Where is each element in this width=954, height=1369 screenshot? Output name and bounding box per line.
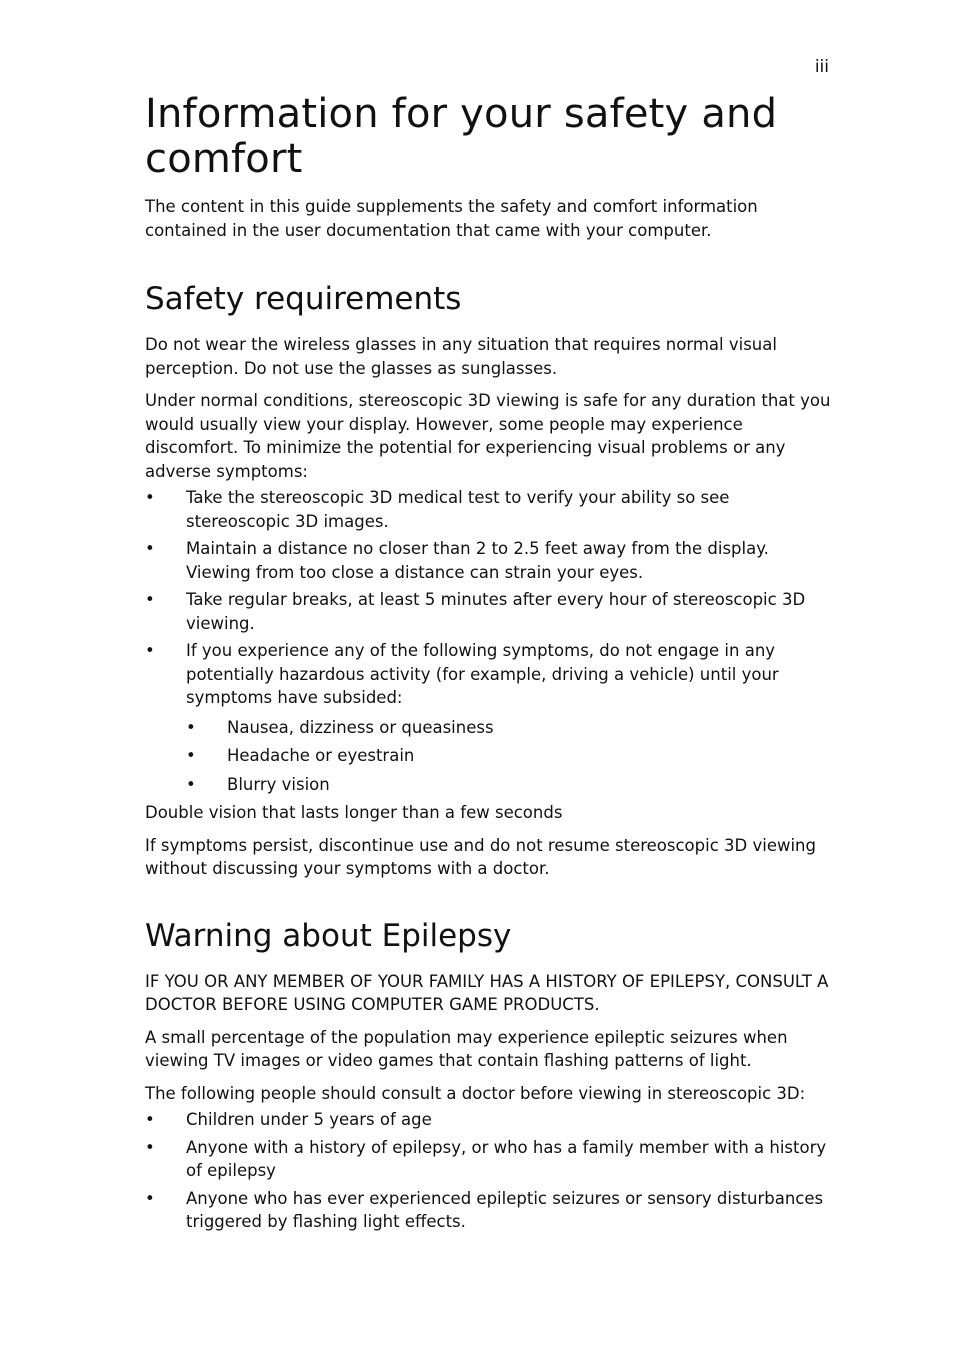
safety-paragraph-2: Under normal conditions, stereoscopic 3D viewing is safe for any duration that you would usually view your display. However, some people may experience discomfort. To minimize the potential for experiencing visual problems or any adverse symptoms: <box>145 391 831 481</box>
safety-paragraph-3: Double vision that lasts longer than a few seconds <box>145 803 563 822</box>
list-item-text: Children under 5 years of age <box>186 1110 432 1129</box>
epilepsy-bullet-list <box>145 1108 835 1234</box>
list-item <box>145 1136 835 1183</box>
intro-paragraph: The content in this guide supplements the safety and comfort information contained in the user documentation that came with your computer. <box>145 197 758 240</box>
safety-heading: Safety requirements <box>145 281 462 317</box>
list-item <box>145 639 835 796</box>
list-item <box>145 537 835 584</box>
safety-paragraph-4: If symptoms persist, discontinue use and do not resume stereoscopic 3D viewing without discussing your symptoms with a doctor. <box>145 835 816 878</box>
list-item-text: Take the stereoscopic 3D medical test to verify your ability so see stereoscopic 3D images. <box>186 488 730 531</box>
safety-bullet-list <box>145 486 835 796</box>
safety-paragraph-1: Do not wear the wireless glasses in any situation that requires normal visual perception. Do not use the glasses as sunglasses. <box>145 335 777 378</box>
bullet-icon: • <box>145 641 155 660</box>
list-item <box>145 588 835 635</box>
list-item-text: Maintain a distance no closer than 2 to 2.5 feet away from the display. Viewing from too close a distance can strain your eyes. <box>186 539 769 582</box>
bullet-icon: • <box>186 774 196 794</box>
document-body <box>145 92 835 1238</box>
bullet-icon: • <box>145 1188 155 1208</box>
bullet-icon: • <box>145 539 155 558</box>
bullet-icon: • <box>145 1110 155 1129</box>
sub-list-item-text: Headache or eyestrain <box>227 746 415 765</box>
bullet-icon: • <box>145 488 155 507</box>
sub-list-item <box>186 744 835 768</box>
page-number: iii <box>814 57 829 77</box>
bullet-icon: • <box>145 590 155 609</box>
list-item <box>145 486 835 533</box>
sub-list-item-text: Nausea, dizziness or queasiness <box>227 717 494 737</box>
page-title: Information for your safety and comfort <box>145 91 778 182</box>
list-item-text: Anyone with a history of epilepsy, or who has a family member with a history of epilepsy <box>186 1137 827 1180</box>
list-item-text: If you experience any of the following symptoms, do not engage in any potentially hazardous activity (for example, driving a vehicle) until your symptoms have subsided: <box>186 641 779 707</box>
bullet-icon: • <box>186 717 196 737</box>
list-item <box>145 1108 835 1132</box>
epilepsy-paragraph-1: IF YOU OR ANY MEMBER OF YOUR FAMILY HAS A HISTORY OF EPILEPSY, CONSULT A DOCTOR BEFORE USING COMPUTER GAME PRODUCTS. <box>145 971 829 1014</box>
epilepsy-heading: Warning about Epilepsy <box>145 917 512 954</box>
sub-list-item-text: Blurry vision <box>227 774 330 794</box>
sub-list-item <box>186 716 835 740</box>
list-item-text: Anyone who has ever experienced epileptic seizures or sensory disturbances triggered by flashing light effects. <box>186 1188 824 1231</box>
epilepsy-paragraph-3: The following people should consult a doctor before viewing in stereoscopic 3D: <box>145 1083 806 1103</box>
list-item <box>145 1187 835 1234</box>
symptom-sub-list <box>186 716 835 797</box>
bullet-icon: • <box>145 1137 155 1157</box>
bullet-icon: • <box>186 746 196 765</box>
epilepsy-paragraph-2: A small percentage of the population may experience epileptic seizures when viewing TV images or video games that contain flashing patterns of light. <box>145 1027 788 1070</box>
list-item-text: Take regular breaks, at least 5 minutes after every hour of stereoscopic 3D viewing. <box>186 590 806 633</box>
sub-list-item <box>186 773 835 797</box>
